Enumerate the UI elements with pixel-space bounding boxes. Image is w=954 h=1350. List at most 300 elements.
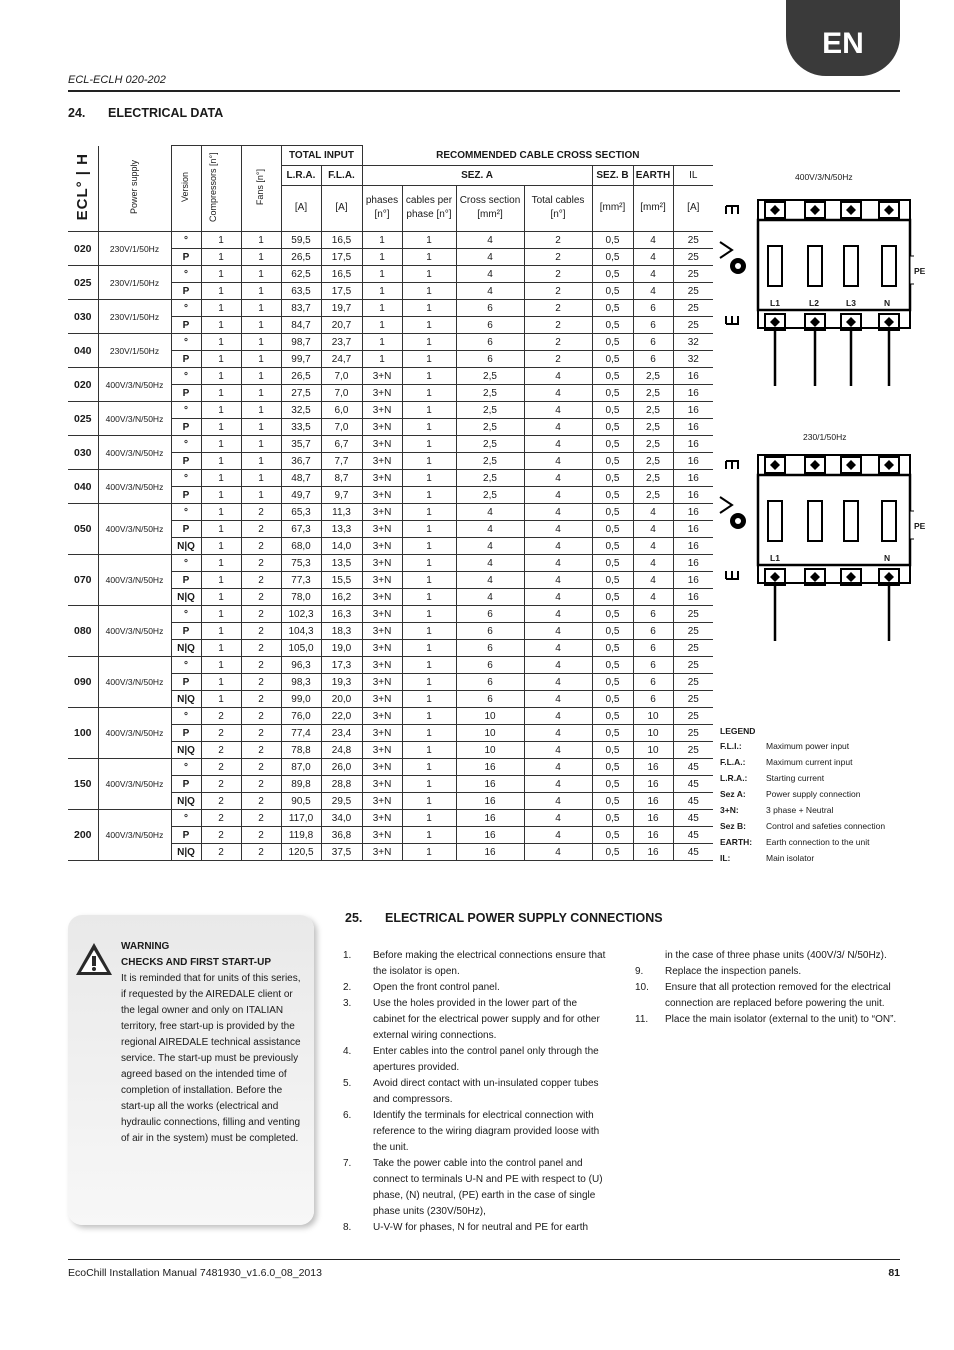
legend-key: F.L.A.: — [720, 757, 746, 767]
step-item — [343, 996, 608, 1044]
data-cell: 1 — [201, 453, 241, 470]
data-cell: 0,5 — [592, 674, 633, 691]
data-cell: 4 — [524, 708, 592, 725]
data-cell: 65,3 — [281, 504, 321, 521]
step-number: 4. — [343, 1046, 352, 1057]
data-cell: 1 — [201, 589, 241, 606]
power-supply-cell: 400V/3/N/50Hz — [98, 368, 171, 402]
data-cell: 10 — [456, 742, 524, 759]
data-cell: 89,8 — [281, 776, 321, 793]
model-cell: 100 — [68, 708, 98, 759]
data-cell: 1 — [402, 266, 456, 283]
data-cell: 0,5 — [592, 827, 633, 844]
data-cell: 2 — [241, 793, 281, 810]
total-input-header: TOTAL INPUT — [281, 146, 362, 166]
data-cell: 34,0 — [321, 810, 362, 827]
data-cell: 1 — [241, 317, 281, 334]
data-cell: 1 — [241, 402, 281, 419]
data-cell: 16 — [673, 487, 713, 504]
step-number: 8. — [343, 1222, 352, 1233]
diagram-3phase-label: 400V/3/N/50Hz — [795, 172, 853, 182]
data-cell: 16 — [673, 470, 713, 487]
data-cell: 2,5 — [456, 368, 524, 385]
step-item — [635, 980, 900, 1012]
legend-key: IL: — [720, 853, 731, 863]
step-number: 6. — [343, 1110, 352, 1121]
data-cell: 25 — [673, 708, 713, 725]
data-cell: 1 — [402, 572, 456, 589]
step-number — [635, 948, 665, 964]
data-cell: 16 — [673, 589, 713, 606]
data-cell: 0,5 — [592, 538, 633, 555]
data-cell: 67,3 — [281, 521, 321, 538]
data-cell: 3+N — [362, 776, 402, 793]
data-cell: 1 — [402, 640, 456, 657]
data-cell: 1 — [362, 283, 402, 300]
warning-triangle-icon — [74, 941, 114, 977]
data-cell: 25 — [673, 640, 713, 657]
data-cell: 6 — [456, 317, 524, 334]
version-cell: ° — [171, 300, 201, 317]
data-cell: 16,2 — [321, 589, 362, 606]
data-cell: 1 — [241, 266, 281, 283]
data-cell: 16 — [633, 759, 673, 776]
data-cell: 4 — [524, 742, 592, 759]
data-cell: 10 — [456, 725, 524, 742]
data-cell: 4 — [456, 249, 524, 266]
data-cell: 4 — [633, 521, 673, 538]
version-cell: P — [171, 249, 201, 266]
data-cell: 0,5 — [592, 606, 633, 623]
data-cell: 3+N — [362, 419, 402, 436]
model-cell: 020 — [68, 232, 98, 266]
data-cell: 0,5 — [592, 759, 633, 776]
data-cell: 2,5 — [456, 470, 524, 487]
data-cell: 17,5 — [321, 249, 362, 266]
steps-column-2 — [635, 948, 900, 1028]
data-cell: 1 — [201, 606, 241, 623]
data-cell: 16 — [673, 555, 713, 572]
data-cell: 2,5 — [633, 419, 673, 436]
data-cell: 3+N — [362, 657, 402, 674]
data-cell: 1 — [402, 538, 456, 555]
data-cell: 4 — [524, 487, 592, 504]
data-cell: 4 — [524, 402, 592, 419]
version-cell: N|Q — [171, 844, 201, 861]
data-cell: 2 — [241, 572, 281, 589]
wiring-diagram-3phase — [718, 190, 914, 390]
data-cell: 16,5 — [321, 232, 362, 249]
version-cell: ° — [171, 657, 201, 674]
data-cell: 0,5 — [592, 334, 633, 351]
data-cell: 2 — [201, 810, 241, 827]
data-cell: 16 — [456, 827, 524, 844]
data-cell: 36,8 — [321, 827, 362, 844]
data-cell: 6,7 — [321, 436, 362, 453]
data-cell: 36,7 — [281, 453, 321, 470]
data-cell: 0,5 — [592, 793, 633, 810]
data-cell: 4 — [524, 674, 592, 691]
data-cell: 102,3 — [281, 606, 321, 623]
data-cell: 23,4 — [321, 725, 362, 742]
data-cell: 0,5 — [592, 623, 633, 640]
data-cell: 4 — [524, 521, 592, 538]
data-cell: 4 — [524, 827, 592, 844]
data-cell: 2 — [524, 249, 592, 266]
legend-key: 3+N: — [720, 805, 739, 815]
data-cell: 2 — [241, 521, 281, 538]
version-cell: P — [171, 623, 201, 640]
power-supply-cell: 400V/3/N/50Hz — [98, 436, 171, 470]
data-cell: 4 — [524, 691, 592, 708]
data-cell: 1 — [241, 351, 281, 368]
data-cell: 1 — [201, 572, 241, 589]
data-cell: 4 — [456, 589, 524, 606]
unit-mm-header: [mm²] — [592, 185, 633, 232]
language-tab: EN — [786, 0, 900, 76]
data-cell: 1 — [402, 623, 456, 640]
data-cell: 1 — [241, 453, 281, 470]
data-cell: 84,7 — [281, 317, 321, 334]
data-cell: 16 — [633, 844, 673, 861]
data-cell: 2,5 — [456, 402, 524, 419]
data-cell: 0,5 — [592, 589, 633, 606]
step-text: Before making the electrical connections ensure that the isolator is open. — [373, 950, 606, 977]
data-cell: 10 — [633, 725, 673, 742]
data-cell: 3+N — [362, 572, 402, 589]
data-cell: 4 — [456, 521, 524, 538]
data-cell: 2 — [241, 725, 281, 742]
power-supply-cell: 230V/1/50Hz — [98, 300, 171, 334]
terminal-label: L1 — [770, 553, 780, 563]
compressors-header: Compressors [n°] — [201, 146, 241, 232]
model-cell: 080 — [68, 606, 98, 657]
data-cell: 1 — [241, 283, 281, 300]
data-cell: 3+N — [362, 453, 402, 470]
data-cell: 0,5 — [592, 283, 633, 300]
data-cell: 24,7 — [321, 351, 362, 368]
model-cell: 050 — [68, 504, 98, 555]
data-cell: 25 — [673, 232, 713, 249]
data-cell: 119,8 — [281, 827, 321, 844]
warning-body: It is reminded that for units of this series, if requested by the AIREDALE client or the legal owner and only on ITALIAN territory, free start-up is provided by the regional AIREDALE technical assistance service. The start-up must be previously agreed based on the intended time of completion of installation. Before the start-up all the works (electrical and hydraulic connections, filling and venting of air in the system) must be completed. — [121, 973, 301, 1144]
section-24-heading — [68, 106, 223, 120]
data-cell: 2,5 — [456, 419, 524, 436]
legend-value: Control and safeties connection — [766, 821, 886, 831]
legend-value: Maximum power input — [766, 741, 850, 751]
model-cell: 025 — [68, 402, 98, 436]
data-cell: 6 — [633, 640, 673, 657]
data-cell: 19,3 — [321, 674, 362, 691]
table-row — [68, 470, 713, 487]
data-cell: 15,5 — [321, 572, 362, 589]
table-row — [68, 402, 713, 419]
data-cell: 25 — [673, 283, 713, 300]
data-cell: 1 — [402, 589, 456, 606]
data-cell: 1 — [201, 470, 241, 487]
data-cell: 1 — [362, 300, 402, 317]
data-cell: 1 — [201, 538, 241, 555]
table-row — [68, 436, 713, 453]
data-cell: 2 — [241, 623, 281, 640]
data-cell: 1 — [402, 708, 456, 725]
data-cell: 16 — [673, 368, 713, 385]
data-cell: 3+N — [362, 606, 402, 623]
version-cell: P — [171, 317, 201, 334]
step-number: 5. — [343, 1078, 352, 1089]
step-number: 3. — [343, 998, 352, 1009]
data-cell: 1 — [201, 368, 241, 385]
data-cell: 25 — [673, 606, 713, 623]
data-cell: 4 — [633, 589, 673, 606]
step-text: Ensure that all protection removed for the electrical connection are replaced before powering the unit. — [665, 982, 891, 1009]
data-cell: 6 — [633, 606, 673, 623]
data-cell: 25 — [673, 266, 713, 283]
data-cell: 49,7 — [281, 487, 321, 504]
sez-a-header: SEZ. A — [362, 165, 592, 185]
step-number: 1. — [343, 950, 352, 961]
data-cell: 37,5 — [321, 844, 362, 861]
data-cell: 2,5 — [633, 436, 673, 453]
data-cell: 2,5 — [633, 368, 673, 385]
data-cell: 2 — [241, 810, 281, 827]
data-cell: 62,5 — [281, 266, 321, 283]
unit-mm-header: [mm²] — [633, 185, 673, 232]
table-row — [68, 266, 713, 283]
footer-divider — [68, 1259, 900, 1260]
data-cell: 1 — [402, 725, 456, 742]
data-cell: 16 — [633, 776, 673, 793]
phases-header: phases [n°] — [362, 185, 402, 232]
data-cell: 4 — [524, 385, 592, 402]
power-supply-cell: 400V/3/N/50Hz — [98, 759, 171, 810]
data-cell: 6 — [633, 674, 673, 691]
data-cell: 2 — [241, 708, 281, 725]
data-cell: 78,8 — [281, 742, 321, 759]
legend-value: Main isolator — [766, 853, 815, 863]
version-cell: ° — [171, 555, 201, 572]
version-header: Version — [171, 146, 201, 232]
data-cell: 35,7 — [281, 436, 321, 453]
data-cell: 4 — [456, 232, 524, 249]
data-cell: 3+N — [362, 844, 402, 861]
version-cell: ° — [171, 504, 201, 521]
data-cell: 16 — [673, 504, 713, 521]
section-title: ELECTRICAL DATA — [108, 106, 224, 120]
data-cell: 0,5 — [592, 504, 633, 521]
data-cell: 1 — [201, 385, 241, 402]
data-cell: 6 — [456, 606, 524, 623]
power-supply-cell: 400V/3/N/50Hz — [98, 657, 171, 708]
data-cell: 2 — [241, 674, 281, 691]
data-cell: 17,5 — [321, 283, 362, 300]
data-cell: 16 — [673, 385, 713, 402]
data-cell: 4 — [524, 504, 592, 521]
data-cell: 1 — [201, 691, 241, 708]
data-cell: 7,7 — [321, 453, 362, 470]
data-cell: 4 — [456, 283, 524, 300]
data-cell: 4 — [633, 266, 673, 283]
data-cell: 1 — [402, 521, 456, 538]
data-cell: 1 — [402, 691, 456, 708]
data-cell: 2 — [201, 827, 241, 844]
data-cell: 4 — [456, 572, 524, 589]
data-cell: 105,0 — [281, 640, 321, 657]
data-cell: 0,5 — [592, 402, 633, 419]
data-cell: 1 — [402, 844, 456, 861]
data-cell: 1 — [201, 266, 241, 283]
data-cell: 0,5 — [592, 691, 633, 708]
data-cell: 25 — [673, 317, 713, 334]
step-item — [343, 1044, 608, 1076]
data-cell: 1 — [201, 300, 241, 317]
data-cell: 6 — [456, 640, 524, 657]
power-supply-cell: 400V/3/N/50Hz — [98, 470, 171, 504]
legend — [720, 726, 885, 869]
data-cell: 2 — [241, 691, 281, 708]
data-cell: 6 — [633, 623, 673, 640]
data-cell: 78,0 — [281, 589, 321, 606]
legend-item — [720, 821, 885, 837]
earth-header: EARTH — [633, 165, 673, 185]
data-cell: 10 — [456, 708, 524, 725]
data-cell: 1 — [402, 606, 456, 623]
data-cell: 19,7 — [321, 300, 362, 317]
data-cell: 2 — [241, 742, 281, 759]
data-cell: 2 — [524, 351, 592, 368]
data-cell: 1 — [241, 470, 281, 487]
data-cell: 4 — [524, 606, 592, 623]
data-cell: 4 — [524, 538, 592, 555]
electrical-data-table — [68, 145, 713, 861]
header-divider — [68, 90, 900, 92]
data-cell: 16 — [633, 810, 673, 827]
legend-value: Earth connection to the unit — [766, 837, 870, 847]
data-cell: 2,5 — [633, 402, 673, 419]
version-cell: N|Q — [171, 742, 201, 759]
data-cell: 25 — [673, 691, 713, 708]
step-item — [343, 948, 608, 980]
data-cell: 16 — [456, 793, 524, 810]
data-cell: 26,0 — [321, 759, 362, 776]
data-cell: 4 — [524, 436, 592, 453]
total-cables-header: Total cables [n°] — [524, 185, 592, 232]
data-cell: 26,5 — [281, 249, 321, 266]
legend-value: Maximum current input — [766, 757, 853, 767]
data-cell: 1 — [241, 300, 281, 317]
data-cell: 0,5 — [592, 657, 633, 674]
data-cell: 0,5 — [592, 419, 633, 436]
data-cell: 1 — [201, 351, 241, 368]
data-cell: 25 — [673, 623, 713, 640]
model-cell: 090 — [68, 657, 98, 708]
data-cell: 16 — [673, 436, 713, 453]
data-cell: 1 — [402, 759, 456, 776]
data-cell: 13,3 — [321, 521, 362, 538]
data-cell: 17,3 — [321, 657, 362, 674]
data-cell: 20,0 — [321, 691, 362, 708]
table-row — [68, 504, 713, 521]
data-cell: 0,5 — [592, 708, 633, 725]
data-cell: 1 — [241, 368, 281, 385]
data-cell: 90,5 — [281, 793, 321, 810]
data-cell: 45 — [673, 793, 713, 810]
step-text: Replace the inspection panels. — [665, 966, 802, 977]
data-cell: 25 — [673, 742, 713, 759]
data-cell: 1 — [402, 317, 456, 334]
version-cell: P — [171, 385, 201, 402]
data-cell: 117,0 — [281, 810, 321, 827]
data-cell: 1 — [402, 402, 456, 419]
data-cell: 2 — [524, 283, 592, 300]
data-cell: 7,0 — [321, 368, 362, 385]
data-cell: 16 — [456, 844, 524, 861]
version-cell: ° — [171, 810, 201, 827]
data-cell: 3+N — [362, 793, 402, 810]
data-cell: 1 — [201, 487, 241, 504]
step-item — [635, 964, 900, 980]
data-cell: 26,5 — [281, 368, 321, 385]
step-item — [343, 1156, 608, 1220]
step-item — [343, 980, 608, 996]
power-supply-cell: 230V/1/50Hz — [98, 266, 171, 300]
model-header: ECL° | H — [68, 146, 98, 232]
data-cell: 0,5 — [592, 844, 633, 861]
data-cell: 3+N — [362, 436, 402, 453]
data-cell: 1 — [402, 368, 456, 385]
data-cell: 3+N — [362, 470, 402, 487]
data-cell: 1 — [362, 334, 402, 351]
step-text: Use the holes provided in the lower part of the cabinet for the electrical power supply and for other external wiring connections. — [373, 998, 600, 1041]
data-cell: 2 — [524, 300, 592, 317]
terminal-label: L2 — [809, 298, 819, 308]
warning-title: WARNING — [121, 941, 170, 952]
footer-manual-title: EcoChill Installation Manual 7481930_v1.6.0_08_2013 — [68, 1267, 322, 1279]
data-cell: 2 — [241, 640, 281, 657]
wiring-diagram-1phase — [718, 445, 914, 645]
data-cell: 1 — [201, 436, 241, 453]
data-cell: 1 — [402, 249, 456, 266]
data-cell: 29,5 — [321, 793, 362, 810]
warning-text — [121, 939, 301, 1147]
data-cell: 32 — [673, 334, 713, 351]
fans-header: Fans [n°] — [241, 146, 281, 232]
cable-section-header: RECOMMENDED CABLE CROSS SECTION — [362, 146, 713, 166]
power-supply-cell: 400V/3/N/50Hz — [98, 555, 171, 606]
data-cell: 6 — [456, 674, 524, 691]
cables-per-phase-header: cables per phase [n°] — [402, 185, 456, 232]
data-cell: 1 — [241, 334, 281, 351]
data-cell: 3+N — [362, 487, 402, 504]
data-cell: 1 — [362, 351, 402, 368]
data-cell: 6 — [633, 334, 673, 351]
data-cell: 1 — [362, 317, 402, 334]
data-cell: 4 — [524, 759, 592, 776]
data-cell: 1 — [402, 419, 456, 436]
data-cell: 2 — [524, 232, 592, 249]
data-cell: 48,7 — [281, 470, 321, 487]
data-cell: 1 — [201, 674, 241, 691]
data-cell: 1 — [362, 232, 402, 249]
data-cell: 6 — [456, 657, 524, 674]
data-cell: 27,5 — [281, 385, 321, 402]
data-cell: 3+N — [362, 725, 402, 742]
data-cell: 3+N — [362, 555, 402, 572]
step-item — [343, 1220, 608, 1236]
data-cell: 0,5 — [592, 232, 633, 249]
data-cell: 2 — [524, 334, 592, 351]
power-supply-header: Power supply — [98, 146, 171, 232]
